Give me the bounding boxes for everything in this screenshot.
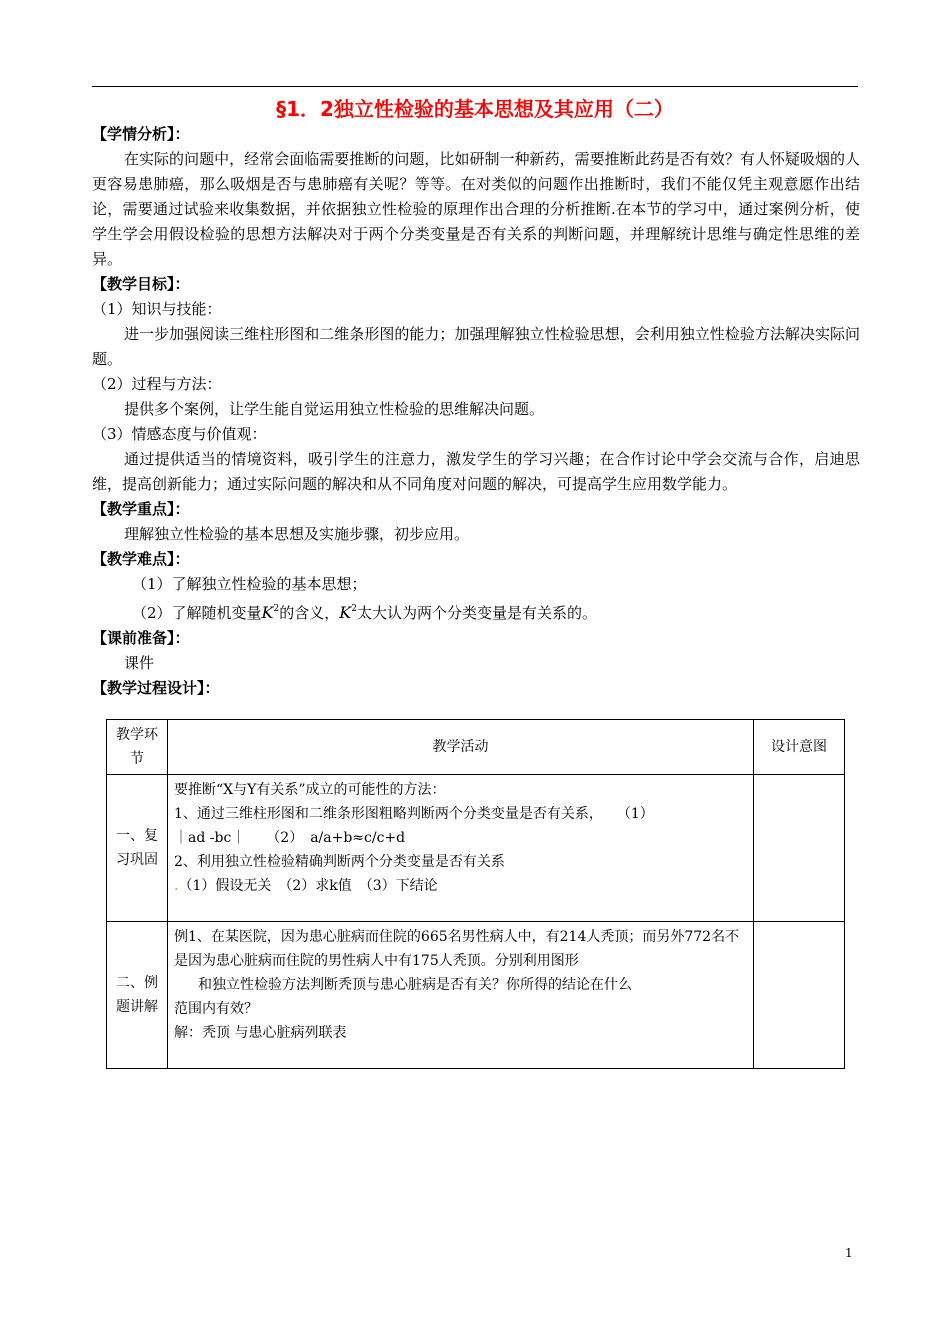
goal-3-label: （3）情感态度与价值观： <box>92 425 267 443</box>
row1-line4: 2、利用独立性检验精确判断两个分类变量是否有关系 <box>174 854 505 870</box>
row2-line1: 例1、在某医院，因为患心脏病而住院的665名男性病人中，有214人秃顶；而另外772名不是因为患心脏病而住院的男性病人中有175人秃顶。分别利用图形 <box>174 929 740 969</box>
exponent-2: 2 <box>351 604 357 614</box>
table-row <box>107 922 845 1069</box>
row1-line5 <box>174 874 747 898</box>
row2-intent <box>754 922 845 1069</box>
row1-activity <box>168 775 754 922</box>
section-heading-goals: 【教学目标】： <box>92 275 190 293</box>
row1-line3: ｜ad -bc｜ （2） a/a+b≈c/c+d <box>174 830 406 846</box>
k-letter: K <box>261 603 274 622</box>
row2-line2: 和独立性检验方法判断秃顶与患心脏病是否有关？你所得的结论在什么 <box>198 977 632 993</box>
section-heading-analysis: 【学情分析】： <box>92 125 190 143</box>
goal-3-text: 通过提供适当的情境资料，吸引学生的注意力，激发学生的学习兴趣；在合作讨论中学会交流与合作，启迪思维，提高创新能力；通过实际问题的解决和从不同角度对问题的解决，可提高学生应用数学能力。 <box>92 450 860 493</box>
difficulty-1: （1）了解独立性检验的基本思想； <box>132 575 367 593</box>
header-rule <box>92 86 858 87</box>
difficulty-2 <box>92 597 860 626</box>
analysis-paragraph: 在实际的问题中，经常会面临需要推断的问题，比如研制一种新药，需要推断此药是否有效？有人怀疑吸烟的人更容易患肺癌，那么吸烟是否与患肺癌有关呢？等等。在对类似的问题作出推断时，我们不能仅凭主观意愿作出结论，需要通过试验来收集数据，并依据独立性检验的原理作出合理的分析推断.在本节的学习中，通过案例分析，使学生学会用假设检验的思想方法解决对于两个分类变量是否有关系的判断问题，并理解统计思维与确定性思维的差异。 <box>92 150 860 268</box>
difficulty-2-part-a: （2）了解随机变量 <box>132 604 262 622</box>
difficulty-2-part-b: 的含义， <box>279 604 340 622</box>
goal-2-label: （2）过程与方法： <box>92 375 222 393</box>
exponent: 2 <box>273 604 280 614</box>
difficulty-2-part-c: 太大认为两个分类变量是有关系的。 <box>356 604 597 622</box>
k-squared-symbol <box>262 603 280 622</box>
table-header-row <box>107 720 845 775</box>
lesson-process-table <box>106 719 845 1069</box>
table-row <box>107 775 845 922</box>
row1-line2: 1、通过三维柱形图和二维条形图粗略判断两个分类变量是否有关系， （1） <box>174 806 654 822</box>
page-title: §1．2独立性检验的基本思想及其应用（二） <box>276 97 674 121</box>
header-stage: 教学环节 <box>107 720 168 775</box>
section-heading-key-points: 【教学重点】： <box>92 500 190 518</box>
key-points-text: 理解独立性检验的基本思想及实施步骤，初步应用。 <box>124 525 470 543</box>
row2-line3: 范围内有效？ <box>174 1001 258 1017</box>
page-number: 1 <box>845 1246 853 1260</box>
row1-stage: 一、复习巩固 <box>107 775 168 922</box>
row2-line4: 解：秃顶 与患心脏病列联表 <box>174 1025 347 1041</box>
section-heading-prep: 【课前准备】： <box>92 629 190 647</box>
prep-text: 课件 <box>124 654 155 672</box>
row1-line5-text: （1）假设无关 （2）求k值 （3）下结论 <box>178 878 438 894</box>
row1-intent <box>754 775 845 922</box>
section-heading-difficulties: 【教学难点】： <box>92 550 190 568</box>
k-squared-symbol-2 <box>339 603 357 622</box>
row1-dot: . <box>174 878 179 894</box>
goal-1-label: （1）知识与技能： <box>92 300 222 318</box>
row2-activity <box>168 922 754 1069</box>
document-body <box>92 122 860 701</box>
row1-line1: 要推断“X与Y有关系”成立的可能性的方法： <box>174 782 446 798</box>
header-intent: 设计意图 <box>754 720 845 775</box>
row2-stage: 二、例题讲解 <box>107 922 168 1069</box>
header-activity: 教学活动 <box>168 720 754 775</box>
goal-1-text: 进一步加强阅读三维柱形图和二维条形图的能力；加强理解独立性检验思想，会利用独立性检验方法解决实际问题。 <box>92 325 860 368</box>
section-heading-process: 【教学过程设计】： <box>92 679 220 697</box>
k-letter-2: K <box>339 603 352 622</box>
goal-2-text: 提供多个案例，让学生能自觉运用独立性检验的思维解决问题。 <box>124 400 545 418</box>
